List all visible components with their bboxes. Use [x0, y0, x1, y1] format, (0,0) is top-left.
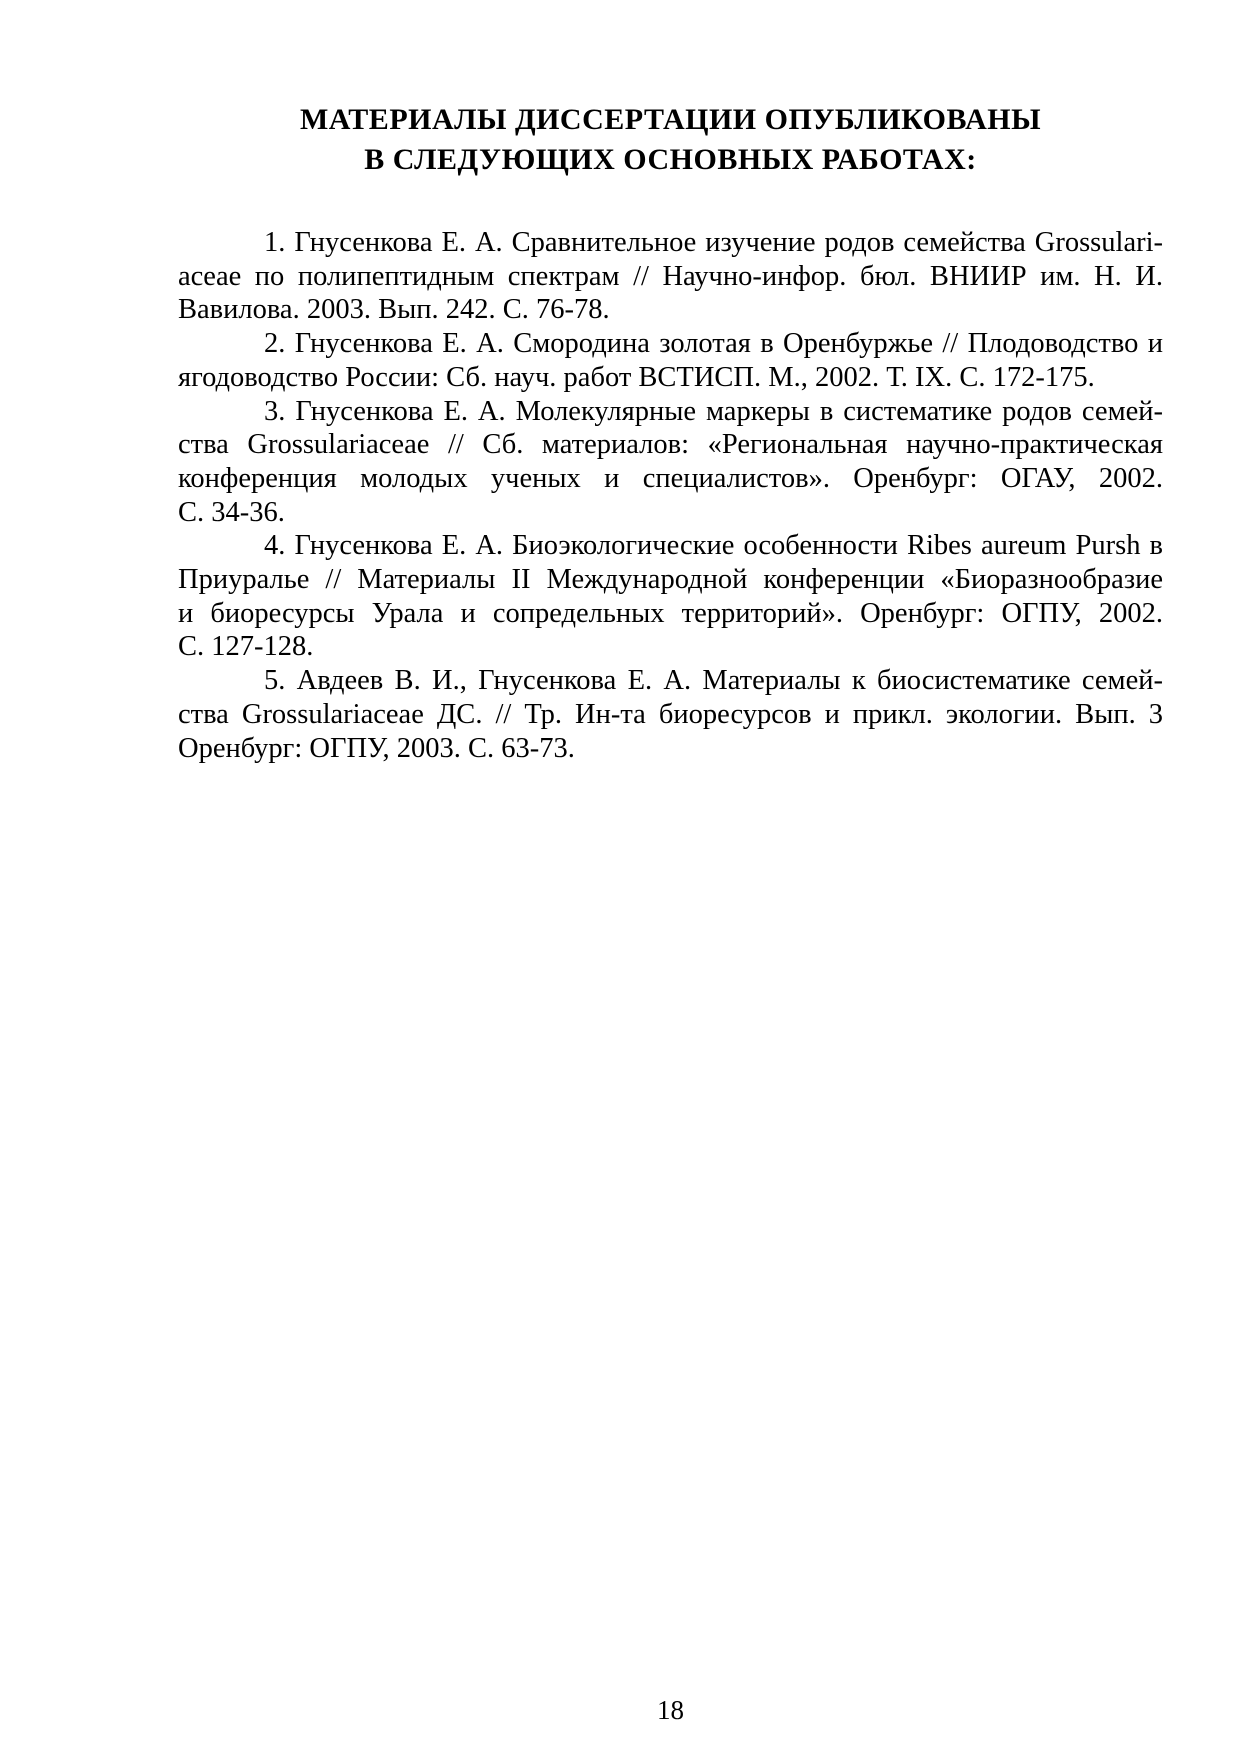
reference-4-line-1: 4. Гнусенкова Е. А. Биоэкологические особенности Ribes aureum Pursh в [264, 530, 1163, 562]
reference-item-2 [178, 327, 1163, 394]
reference-2-line-1: 2. Гнусенкова Е. А. Смородина золотая в Оренбуржье // Плодоводство и [264, 328, 1163, 360]
reference-3-line-3: конференция молодых ученых и специалистов». Оренбург: ОГАУ, 2002. [178, 462, 1163, 494]
page-number: 18 [657, 1695, 684, 1725]
reference-item-3 [178, 395, 1163, 530]
reference-3-line-4: С. 34-36. [178, 496, 285, 528]
reference-3-line-2: ства Grossulariaceae // Сб. материалов: «Региональная научно-практическая [178, 429, 1163, 461]
reference-1-line-1: 1. Гнусенкова Е. А. Сравнительное изучение родов семейства Grossulari- [264, 227, 1163, 258]
text-block [178, 0, 1163, 765]
page-title [178, 100, 1163, 180]
reference-4-line-3: и биоресурсы Урала и сопредельных территорий». Оренбург: ОГПУ, 2002. [178, 597, 1163, 629]
reference-5-line-3: Оренбург: ОГПУ, 2003. С. 63-73. [178, 732, 575, 764]
reference-item-1 [178, 226, 1163, 327]
reference-4-line-2: Приуралье // Материалы II Международной конференции «Биоразнообразие [178, 564, 1163, 596]
reference-5-line-1: 5. Авдеев В. И., Гнусенкова Е. А. Материалы к биосистематике семей- [264, 665, 1163, 697]
reference-item-5 [178, 664, 1163, 765]
page-title-line-1: МАТЕРИАЛЫ ДИССЕРТАЦИИ ОПУБЛИКОВАНЫ [299, 103, 1042, 136]
reference-1-line-3: Вавилова. 2003. Вып. 242. С. 76-78. [178, 294, 610, 326]
reference-5-line-2: ства Grossulariaceae ДС. // Тр. Ин-та биоресурсов и прикл. экологии. Вып. 3 [178, 698, 1163, 730]
reference-3-line-1: 3. Гнусенкова Е. А. Молекулярные маркеры в систематике родов семей- [264, 395, 1163, 427]
page-title-line-2: В СЛЕДУЮЩИХ ОСНОВНЫХ РАБОТАХ: [364, 143, 977, 176]
publication-list [178, 226, 1163, 765]
reference-item-4 [178, 529, 1163, 664]
reference-4-line-4: С. 127-128. [178, 631, 314, 663]
reference-1-line-2: aceae по полипептидным спектрам // Научно-инфор. бюл. ВНИИР им. Н. И. [178, 260, 1163, 292]
reference-2-line-2: ягодоводство России: Сб. науч. работ ВСТИСП. М., 2002. Т. IX. С. 172-175. [178, 361, 1095, 393]
